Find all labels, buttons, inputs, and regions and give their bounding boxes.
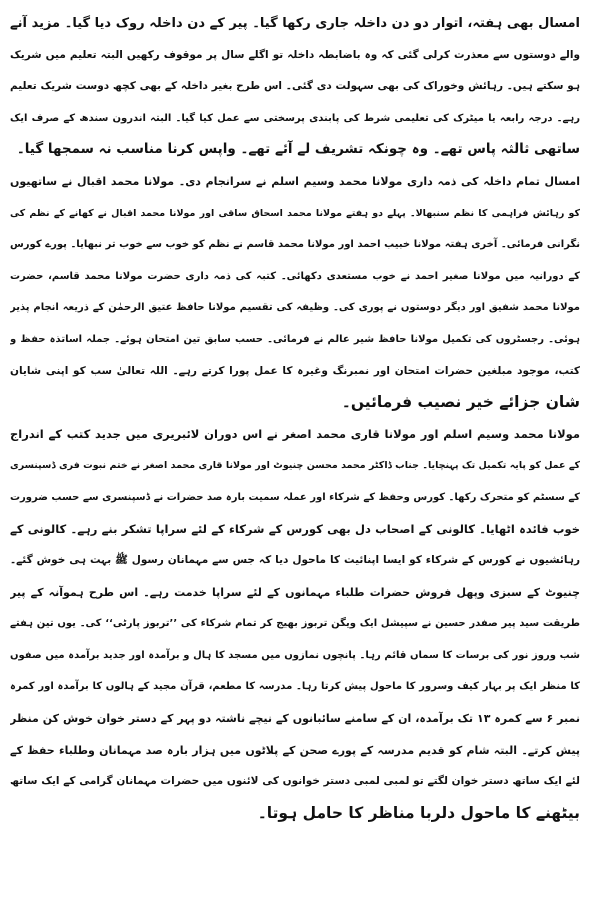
text-line: ساتھی ثالثہ پاس تھے۔ وہ چونکہ تشریف لے آئے تھے۔ واپس کرنا مناسب نہ سمجھا گیا۔ [16,141,580,158]
paragraph-responsibilities [10,166,580,419]
text-line: مولانا محمد شفیق اور دیگر دوستوں نے پوری کی۔ وظیفہ کی تقسیم مولانا حافظ عتیق الرحمٰن کے ذریعہ انجام پذیر [10,302,580,314]
text-line: چنیوٹ کے سبزی وپھل فروش حضرات طلباء مہمانوں کے لئے سراپا خدمت رہے۔ اس طرح ہموآنہ کے پیر [10,585,580,599]
paragraph-services [10,419,580,830]
text-line: رہائشیوں نے کورس کے شرکاء کو ایسا اپنائیت کا ماحول دیا کہ جس سے مہمانان رسول ﷺ بہت ہی خوش گئے۔ [10,554,580,567]
text-line: بیٹھنے کا ماحول دلربا مناظر کا حامل ہوتا۔ [257,803,580,822]
text-line: کے سسٹم کو متحرک رکھا۔ کورس وحفظ کے شرکاء اور عملہ سمیت بارہ صد حضرات نے ڈسپنسری سے حسب ضرورت [10,491,580,503]
text-line: شان جزائے خیر نصیب فرمائیں۔ [341,393,580,412]
text-line: طریقت سید پیر صفدر حسین نے سپیشل ایک ویگن تربوز بھیج کر تمام شرکاء کی ’’تربوز پارٹی‘‘ کی۔ یوں تین ہفتے [10,618,580,630]
text-line: مولانا محمد وسیم اسلم اور مولانا قاری محمد اصغر نے اس دوران لائبریری میں جدید کتب کے اندراج [10,426,580,441]
text-line: کو رہائش فراہمی کا نظم سنبھالا۔ پہلے دو ہفتے مولانا محمد اسحاق ساقی اور مولانا محمد اقبال نے کھانے کے نظم کی [10,207,580,219]
text-line: نگرانی فرمائی۔ آخری ہفتہ مولانا خبیب احمد اور مولانا محمد قاسم نے نظم کو خوب سے خوب تر نبھایا۔ پورے کورس [10,239,580,251]
paragraph-admission [10,8,580,166]
text-line: والے دوستوں سے معذرت کرلی گئی کہ وہ باضابطہ داخلہ تو اگلے سال پر موقوف رکھیں البتہ تعلیم میں شریک [10,48,580,61]
text-line: پیش کرتے۔ البتہ شام کو قدیم مدرسہ کے پورے صحن کے پلاٹوں میں ہزار بارہ صد مہمانان وطلباء حفظ کے [10,743,580,757]
text-line: رہے۔ درجہ رابعہ یا میٹرک کی تعلیمی شرط کی پابندی پرسختی سے عمل کیا گیا۔ البتہ اندرون سندھ کے صرف ایک [10,112,580,124]
text-line: شب وروز نور کی برسات کا سماں قائم رہا۔ پانچوں نمازوں میں مسجد کا ہال و برآمدہ اور جدید برآمدہ میں صفوں [10,649,580,661]
text-line: کے عمل کو پایہ تکمیل تک پہنچایا۔ جناب ڈاکٹر محمد محسن چنیوٹ اور مولانا قاری محمد اصغر نے ختم نبوت فری ڈسپنسری [10,460,580,472]
text-line: کا منظر ایک پر بہار کیف وسرور کا ماحول پیش کرتا رہا۔ مدرسہ کا مطعم، قرآن مجید کے ہالوں کا برآمدہ اور کمرہ [10,681,580,693]
text-line: امسال تمام داخلہ کی ذمہ داری مولانا محمد وسیم اسلم نے سرانجام دی۔ مولانا محمد اقبال نے ساتھیوں [10,174,580,188]
text-line: لئے ایک ساتھ دستر خوان لگتے تو لمبی لمبی دستر خوانوں کی لائنوں میں حضرات مہمانان گرامی کے ایک ساتھ [10,775,580,788]
text-line: نمبر ۶ سے کمرہ ۱۳ تک برآمدہ، ان کے سامنے سائبانوں کے نیچے ناشتہ دو پہر کے دستر خوان خوش کن منظر [10,712,580,726]
text-line: کے دورانیہ میں مولانا صغیر احمد نے خوب مستعدی دکھائی۔ کتبہ کی ذمہ داری حضرت مولانا محمد قاسم، حضرت [10,270,580,282]
text-line: ہوئی۔ رجسٹروں کی تکمیل مولانا حافظ شیر عالم نے فرمائی۔ حسب سابق تین امتحان ہوئے۔ جملہ اساتذہ حفظ و [10,333,580,345]
text-line: خوب فائدہ اٹھایا۔ کالونی کے اصحاب دل بھی کورس کے شرکاء کے لئے سراپا تشکر بنے رہے۔ کالونی کے [10,521,580,536]
text-line: کتب، موجود مبلغین حضرات امتحان اور نمبرنگ وغیرہ کا عمل پورا کرتے رہے۔ اللہ تعالیٰ سب کو اپنی شایان [10,364,580,377]
text-line: امسال بھی ہفتہ، اتوار دو دن داخلہ جاری رکھا گیا۔ پیر کے دن داخلہ روک دیا گیا۔ مزید آنے [10,16,580,31]
text-line: ہو سکتے ہیں۔ رہائش وخوراک کی بھی سہولت دی گئی۔ اس طرح بغیر داخلہ کے بھی کچھ دوست شریک تعلیم [10,80,580,93]
